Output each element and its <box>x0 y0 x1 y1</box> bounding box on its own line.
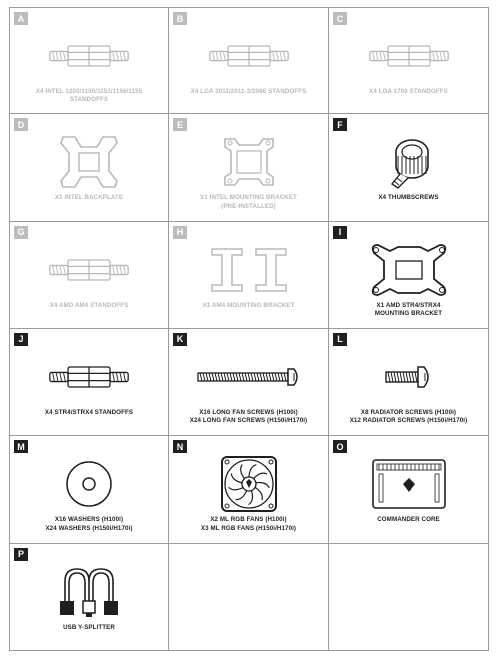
part-label <box>14 624 164 632</box>
part-label <box>173 516 324 533</box>
part-label-line: X1 INTEL BACKPLATE <box>54 194 124 202</box>
part-label-line: MOUNTING BRACKET <box>374 310 443 318</box>
part-label <box>14 194 164 202</box>
strx4-bracket-icon <box>329 239 488 301</box>
am4-bracket-icon <box>169 239 328 301</box>
part-label-line: X1 INTEL MOUNTING BRACKET <box>200 194 297 202</box>
part-letter-badge: H <box>173 226 187 239</box>
part-label <box>14 409 164 417</box>
part-label <box>173 194 324 211</box>
part-cell-i <box>329 222 489 329</box>
part-cell-f <box>329 114 489 221</box>
standoff-icon <box>10 25 168 87</box>
thumbscrew-icon <box>329 131 488 193</box>
part-cell-l <box>329 329 489 436</box>
part-cell-d <box>9 114 169 221</box>
part-label-line: X16 LONG FAN SCREWS (H100i) <box>199 408 298 416</box>
standoff-icon <box>10 346 168 408</box>
part-label <box>333 194 484 202</box>
part-cell-a <box>9 7 169 114</box>
standoff-icon <box>169 25 328 87</box>
part-label-line: (PRE-INSTALLED) <box>221 202 276 210</box>
part-label-line: STANDOFFS <box>69 96 109 104</box>
part-label <box>333 302 484 319</box>
part-letter-badge: L <box>333 333 347 346</box>
part-cell-g <box>9 222 169 329</box>
part-letter-badge: F <box>333 118 347 131</box>
part-label <box>173 88 324 96</box>
part-label <box>333 516 484 524</box>
commander-core-icon <box>329 453 488 515</box>
part-label-line: X4 STR4/STRX4 STANDOFFS <box>44 408 134 416</box>
backplate-icon <box>10 131 168 193</box>
part-letter-badge: E <box>173 118 187 131</box>
part-letter-badge: A <box>14 12 28 25</box>
long-screw-icon <box>169 346 328 408</box>
part-label-line: X12 RADIATOR SCREWS (H150i/H170i) <box>349 417 468 425</box>
parts-grid <box>9 7 489 651</box>
part-letter-badge: O <box>333 440 347 453</box>
standoff-icon <box>329 25 488 87</box>
part-cell-b <box>169 7 329 114</box>
part-cell-m <box>9 436 169 543</box>
part-letter-badge: M <box>14 440 28 453</box>
part-label-line: X4 AMD AM4 STANDOFFS <box>49 301 129 309</box>
part-label-line: X4 LGA 2011/2011-3/2066 STANDOFFS <box>190 88 307 95</box>
mounting-bracket-icon <box>169 131 328 193</box>
part-label-line: USB Y-SPLITTER <box>63 623 115 631</box>
standoff-icon <box>10 239 168 301</box>
part-label-line: X24 WASHERS (H150i/H170i) <box>45 524 133 532</box>
part-cell-c <box>329 7 489 114</box>
empty-cell <box>329 544 489 651</box>
part-label-line: X1 AMD STR4/STRX4 <box>376 301 441 309</box>
part-letter-badge: G <box>14 226 28 239</box>
part-letter-badge: P <box>14 548 28 561</box>
part-label <box>14 516 164 533</box>
part-label-line: X2 ML RGB FANS (H100i) <box>210 516 287 524</box>
part-label <box>14 302 164 310</box>
part-letter-badge: K <box>173 333 187 346</box>
part-label-line: X8 RADIATOR SCREWS (H100i) <box>360 408 457 416</box>
part-letter-badge: N <box>173 440 187 453</box>
part-letter-badge: C <box>333 12 347 25</box>
fan-icon <box>169 453 328 515</box>
part-label-line: X4 LGA 1700 STANDOFFS <box>369 88 448 95</box>
part-letter-badge: J <box>14 333 28 346</box>
part-label-line: X1 AM4 MOUNTING BRACKET <box>202 301 295 309</box>
part-letter-badge: B <box>173 12 187 25</box>
part-cell-p <box>9 544 169 651</box>
part-label-line: X16 WASHERS (H100i) <box>54 516 124 524</box>
part-cell-n <box>169 436 329 543</box>
part-cell-e <box>169 114 329 221</box>
part-letter-badge: D <box>14 118 28 131</box>
short-screw-icon <box>329 346 488 408</box>
empty-cell <box>169 544 329 651</box>
part-cell-k <box>169 329 329 436</box>
part-label-line: X4 INTEL 1200/1150/1151/1156/1155 <box>35 88 143 95</box>
part-label <box>333 409 484 426</box>
part-cell-j <box>9 329 169 436</box>
part-letter-badge: I <box>333 226 347 239</box>
usb-splitter-icon <box>10 561 168 623</box>
part-label-line: X4 THUMBSCREWS <box>378 194 439 202</box>
part-cell-o <box>329 436 489 543</box>
part-label <box>173 409 324 426</box>
part-label <box>333 88 484 96</box>
part-cell-h <box>169 222 329 329</box>
part-label <box>173 302 324 310</box>
washer-icon <box>10 453 168 515</box>
part-label-line: X24 LONG FAN SCREWS (H150i/H170i) <box>189 417 308 425</box>
part-label-line: X3 ML RGB FANS (H150i/H170i) <box>200 524 297 532</box>
part-label-line: COMMANDER CORE <box>377 516 440 524</box>
part-label <box>14 88 164 105</box>
